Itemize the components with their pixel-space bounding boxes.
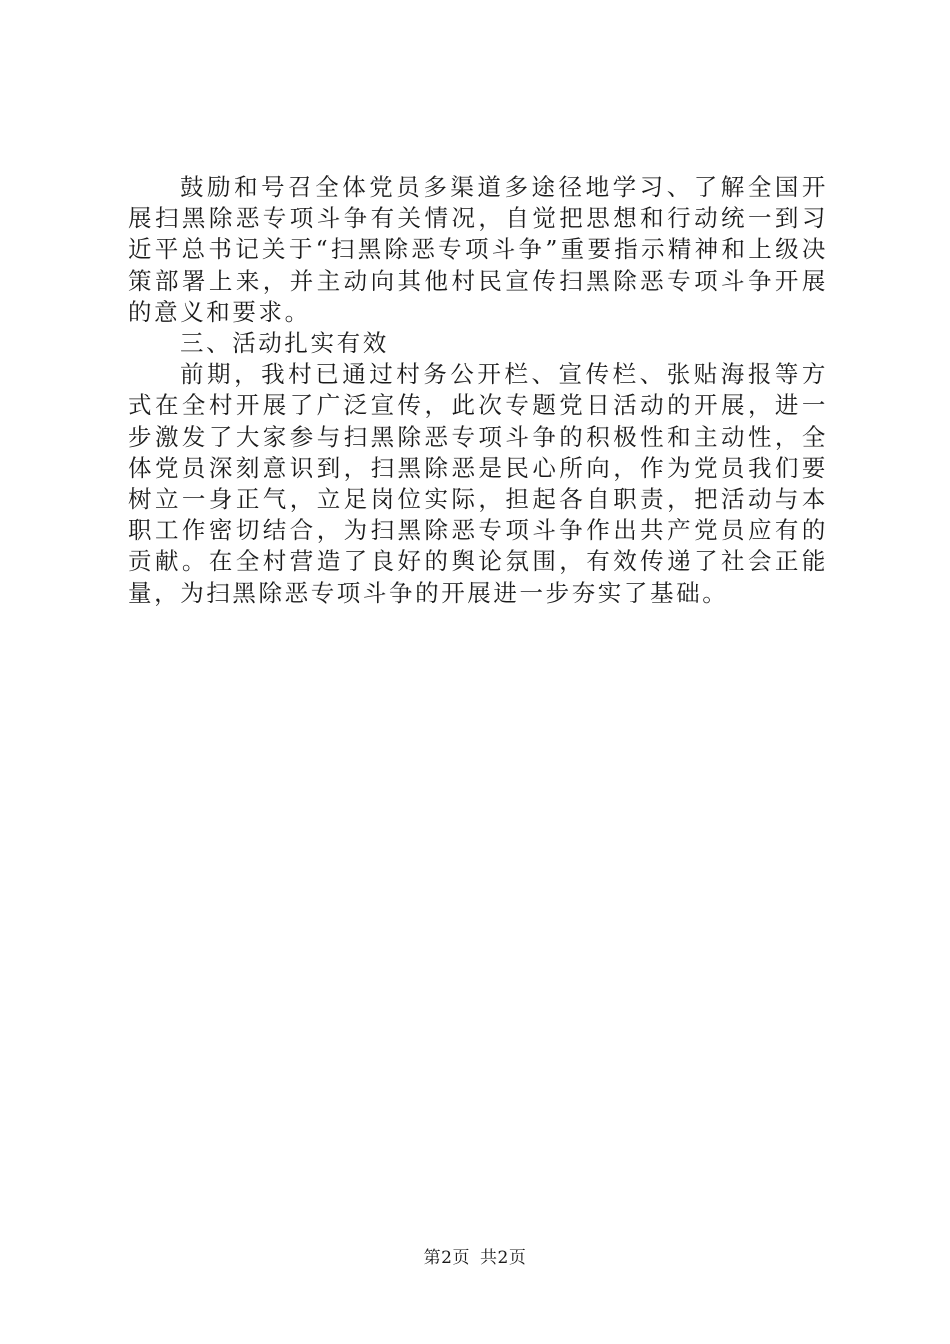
page-total: 共2页	[480, 1248, 527, 1268]
section-heading-3: 三、活动扎实有效	[180, 329, 389, 358]
page-footer	[0, 1243, 950, 1268]
document-body	[128, 172, 828, 609]
page-number: 第2页	[423, 1248, 470, 1268]
paragraph-results: 前期，我村已通过村务公开栏、宣传栏、张贴海报等方式在全村开展了广泛宣传，此次专题党日活动的开展，进一步激发了大家参与扫黑除恶专项斗争的积极性和主动性，全体党员深刻意识到，扫黑除恶是民心所向，作为党员我们要树立一身正气，立足岗位实际，担起各自职责，把活动与本职工作密切结合，为扫黑除恶专项斗争作出共产党员应有的贡献。在全村营造了良好的舆论氛围，有效传递了社会正能量，为扫黑除恶专项斗争的开展进一步夯实了基础。	[128, 360, 828, 607]
paragraph-encouragement: 鼓励和号召全体党员多渠道多途径地学习、了解全国开展扫黑除恶专项斗争有关情况，自觉把思想和行动统一到习近平总书记关于“扫黑除恶专项斗争”重要指示精神和上级决策部署上来，并主动向其他村民宣传扫黑除恶专项斗争开展的意义和要求。	[128, 173, 828, 326]
